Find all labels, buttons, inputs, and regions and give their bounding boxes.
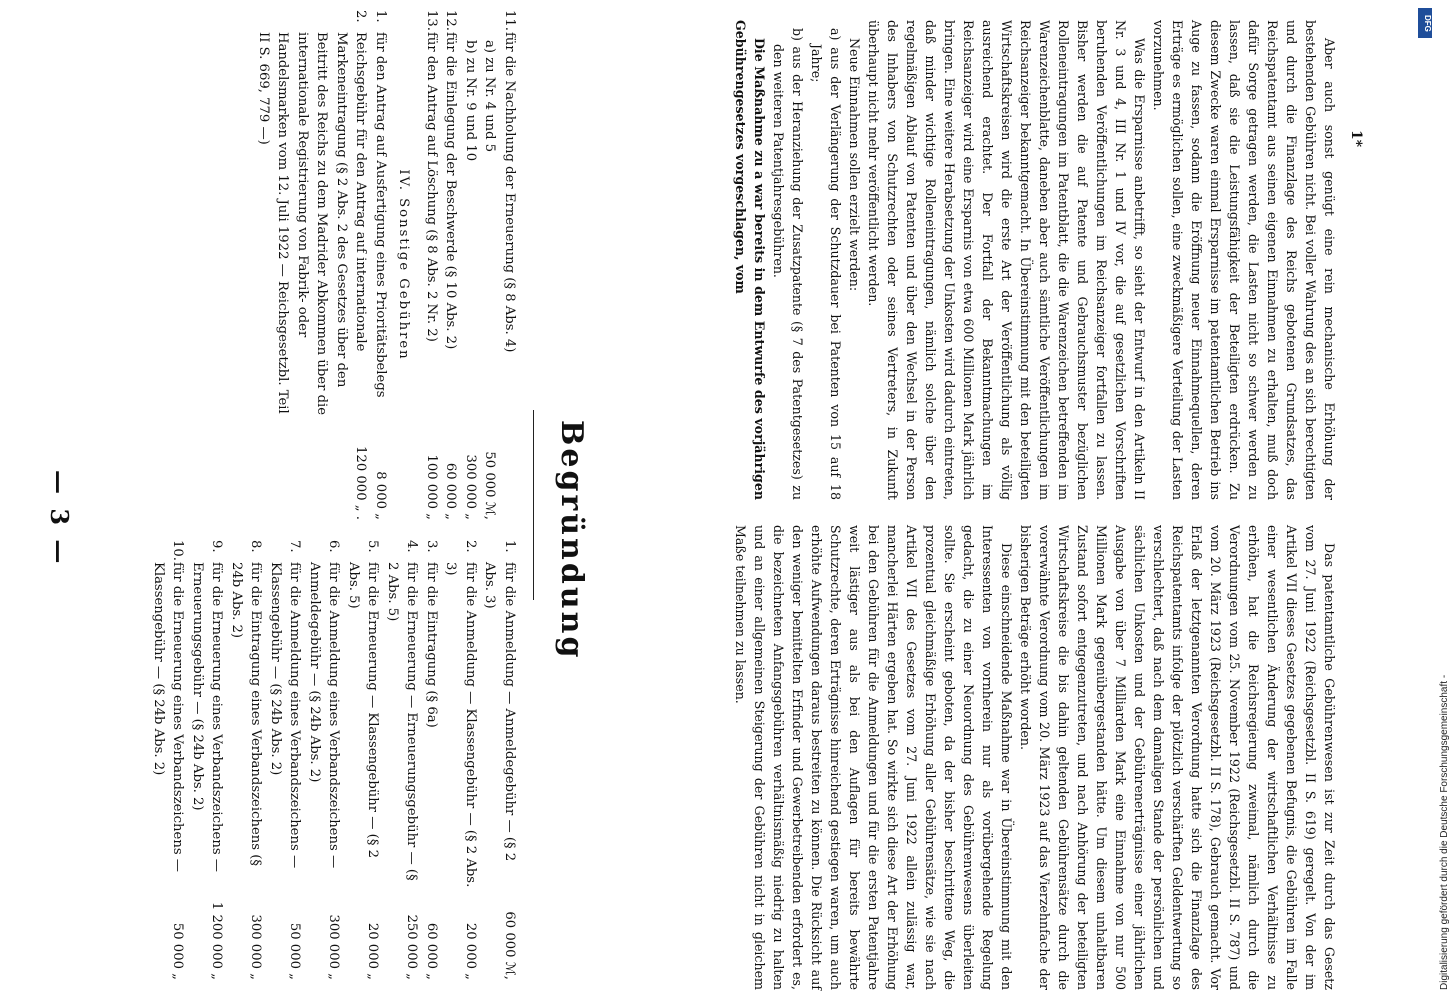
list-item: a) aus der Verlängerung der Schutzdauer bei Patenten von 15 auf 18 Jahre;	[809, 28, 843, 500]
fee-item-amount: 300 000 „	[463, 454, 478, 520]
fee-item-amount: 120 000 „ .	[353, 446, 369, 520]
fee-item-number: 9.	[209, 540, 225, 553]
fee-item-text: für den Antrag auf Löschung (§ 8 Abs. 2 Nr. 2)	[424, 32, 439, 342]
fee-item-text: a) zu Nr. 4 und 5	[482, 40, 498, 153]
fee-item	[480, 540, 519, 980]
fee-item-number: 8.	[248, 540, 264, 553]
fee-item-text: für die Anmeldung eines Verbandszeichens — Klassengebühr — (§ 24b Abs. 2)	[268, 562, 303, 869]
fee-item-amount: 60 000 „	[443, 462, 459, 520]
fee-item-amount: 50 000 „	[170, 922, 186, 980]
fee-item-amount: 60 000 „	[424, 922, 439, 980]
fee-item	[305, 540, 344, 980]
fee-item	[422, 540, 442, 980]
fee-item-text: für die Anmeldung — Klassengebühr — (§ 2 Abs. 3)	[443, 562, 478, 888]
paragraph: Diese einschneidende Maßnahme war in Übereinstimmung mit den Interessenten von vornherein nur als vorübergehende Regelung gedacht, die zu einer Neuordnung des Gebührenwesens überleiten sollte. Sie erscheint geboten, da der bisher beschrittene Weg, die prozentual gleichmäßige Erhöhung aller Gebührensätze, wie sie nach Artikel VII des Gesetzes vom 27. Juni 1922 allein zulässig war, mancherlei Härten ergeben hat. So wirkte sich diese Art der Erhöhung bei den Gebühren für die Anmeldungen und für die ersten Patentjahre weit lästiger aus als bei den Auflagen für bereits bewährte Schutzrechte, deren Erträgnisse hinreichend gestiegen waren, um auch erhöhte Aufwendungen daraus bestreiten zu können. Die Rücksicht auf den weniger bemittelten Erfinder und Gewerbetreibenden erfordert es, die bezeichneten Anfangsgebühren verhältnismäßig niedrig zu halten und an einer allgemeinen Steigerung der Gebühren nicht in gleichem Maße teilnehmen zu lassen.	[733, 525, 1014, 990]
fee-item-amount: 100 000 „	[424, 454, 439, 520]
fee-item-number: 3.	[424, 540, 439, 553]
fee-item-number: 11.	[502, 10, 517, 31]
paragraph: Aber auch sonst genügt eine rein mechanische Erhöhung der bestehenden Gebühren nicht. Bei voller Wahrung des an sich berechtigten und durch die Finanzlage des Reichs gebotenen Grundsatzes, das Reichspatentamt aus seinen eigenen Einnahmen zu erhalten, muß doch dafür Sorge getragen werden, die Lasten nicht so schwer werden zu lassen, daß sie die Leistungsfähigkeit der Beteiligten erdrücken. Zu diesem Zwecke waren einmal Ersparnisse im patentamtlichen Betrieb ins Auge zu fassen, sodann die Eröffnung neuer Einnahmequellen, deren Erträge es ermöglichen sollen, eine zweckmäßigere Verteilung der Lasten vorzunehmen.	[1151, 20, 1337, 500]
fee-item-text: für die Einlegung der Beschwerde (§ 10 Abs. 2)	[443, 32, 459, 350]
page-number: — 3 —	[45, 470, 74, 567]
fee-item-amount: 20 000 „	[365, 922, 381, 980]
fee-item	[149, 540, 188, 980]
fee-item-number: 7.	[287, 540, 303, 553]
fee-item	[344, 540, 383, 980]
fee-item	[422, 10, 442, 520]
fee-item	[227, 540, 266, 980]
fee-item-text: für die Nachholung der Erneuerung (§ 8 Abs. 4)	[502, 32, 517, 353]
fee-item-amount: 50 000 „	[287, 922, 303, 980]
footer-mark: 1*	[1348, 130, 1364, 148]
fee-item-number: 10.	[170, 540, 186, 561]
fee-item-number: 13.	[424, 10, 439, 31]
closing-paragraph: Die Maßnahme zu a war bereits in dem Entwurfe des vorjährigen Gebührengesetzes vorgeschlagen, vom	[733, 20, 767, 500]
fee-item-amount: 1 200 000 „	[209, 901, 225, 980]
fee-list-left	[149, 540, 520, 980]
fee-item-amount: 300 000 „	[326, 914, 342, 980]
fee-item-text: Reichsgebühr für den Antrag auf internationale Markeneintragung (§ 2 Abs. 2 des Gesetzes über den Beitritt des Reichs zu dem Madrider Abkommen über die internationale Registrierung von Fabrik- oder Handelsmarken vom 12. Juli 1922 — Reichsgesetzbl. Teil II S. 669, 779 —)	[256, 32, 369, 416]
paragraph: Neue Einnahmen sollen erzielt werden:	[847, 38, 862, 292]
fee-item-text: für die Erneuerung — Erneuerungsgebühr — (§ 2 Abs. 5)	[385, 562, 420, 881]
fee-item	[188, 540, 227, 980]
fee-item	[254, 10, 371, 520]
fee-item-number: 1.	[502, 540, 517, 553]
fee-item-amount: 20 000 „	[463, 922, 478, 980]
fee-item-text: für die Eintragung eines Verbandszeichens (§ 24b Abs. 2)	[229, 562, 264, 866]
fee-item-amount: 60 000 ℳ,	[502, 911, 517, 980]
fee-item-amount: 50 000 ℳ,	[482, 451, 498, 520]
fee-list-right	[254, 10, 520, 520]
fee-item-text: für die Erneuerung — Klassengebühr — (§ 2 Abs. 5)	[346, 562, 381, 858]
fee-item-text: für den Antrag auf Ausfertigung eines Prioritätsbelegs	[373, 32, 388, 398]
fee-item-text: für die Anmeldung — Anmeldegebühr — (§ 2 Abs. 3)	[482, 562, 517, 862]
fee-item-number: 2.	[463, 540, 478, 553]
digitization-caption-text: Digitalisierung gefördert durch die Deutsche Forschungsgemeinschaft -	[1439, 674, 1450, 990]
fee-item	[371, 10, 391, 520]
fee-item-number: 12.	[443, 10, 459, 31]
fee-item-text: für die Erneuerung eines Verbandszeichens — Klassengebühr — (§ 24b Abs. 2)	[151, 562, 186, 872]
fee-item-amount: 250 000 „	[404, 914, 420, 980]
fee-item-text: für die Anmeldung eines Verbandszeichens — Anmeldegebühr — (§ 24b Abs. 2)	[307, 562, 342, 869]
fee-item	[266, 540, 305, 980]
begruendung-heading: Begründung	[554, 420, 589, 661]
digitization-caption	[1412, 10, 1450, 1000]
fee-item-amount: 300 000 „	[248, 914, 264, 980]
fee-item-text: b) zu Nr. 9 und 10	[463, 40, 478, 162]
section-iv-title: IV. Sonstige Gebühren	[396, 169, 412, 361]
fee-item	[441, 540, 480, 980]
fee-item-number: 4.	[404, 540, 420, 553]
dfg-logo: DFG	[1418, 8, 1432, 38]
fee-item-number: 2.	[353, 10, 369, 23]
list-item: b) aus der Heranziehung der Zusatzpatente (§ 7 des Patentgesetzes) zu den weiteren Patentjahresgebühren.	[771, 28, 805, 500]
fee-item-number: 6.	[326, 540, 342, 553]
fee-item	[461, 10, 481, 520]
begruendung-left-column	[594, 525, 1339, 990]
fee-item	[480, 10, 500, 520]
paragraph: Das patentamtliche Gebührenwesen ist zur Zeit durch das Gesetz vom 27. Juni 1922 (Reichsgesetzbl. II S. 619) geregelt. Von der im Artikel VII dieses Gesetzes gegebenen Befugnis, die Gebühren im Falle einer wesentlichen Änderung der wirtschaftlichen Verhältnisse zu erhöhen, hat die Reichsregierung zweimal, nämlich durch die Verordnungen vom 25. November 1922 (Reichsgesetzbl. II S. 787) und vom 20. März 1923 (Reichsgesetzbl. II S. 178), Gebrauch gemacht. Vor Erlaß der letztgenannten Verordnung hatte sich die Finanzlage des Reichspatentamts infolge der plötzlich verschärften Geldentwertung so verschlechtert, daß nach dem damaligen Stande der persönlichen und sächlichen Unkosten und der Gebührenerträgnisse einer jährlichen Ausgabe von über 7 Milliarden Mark eine Einnahme von nur 500 Millionen Mark gegenübergestanden hätte. Um diesem unhaltbaren Zustand sofort entgegenzutreten, und nach Anhörung der beteiligten Wirtschaftskreise die bis dahin geltenden Gebührensätze durch die vorerwähnte Verordnung vom 20. März 1923 auf das Vierzehnfache der bisherigen Beträge erhöht worden.	[1018, 525, 1337, 990]
fee-item	[441, 10, 461, 520]
fee-item-number: 1.	[373, 10, 388, 23]
fee-item	[383, 540, 422, 980]
paragraph: Was die Ersparnisse anbetrifft, so sieht der Entwurf in den Artikeln II Nr. 3 und 4, III Nr. 1 und IV vor, die auf gesetzlichen Vorschriften beruhenden Veröffentlichungen im Reichsanzeiger fortfallen zu lassen. Bisher werden die auf Patente und Gebrauchsmuster bezüglichen Rolleneintragungen im Patentblatt, die die Warenzeichen betreffenden im Warenzeichenblatte, daneben aber auch sämtliche Veröffentlichungen im Reichsanzeiger bekanntgemacht. In Übereinstimmung mit den beteiligten Wirtschaftskreisen wird die erste Art der Veröffentlichung als völlig ausreichend erachtet. Der Fortfall der Bekanntmachungen im Reichsanzeiger wird eine Ersparnis von etwa 600 Millionen Mark jährlich bringen. Eine weitere Herabsetzung der Unkosten wird dadurch eintreten, daß minder wichtige Rolleneintragungen, nämlich solche über den regelmäßigen Ablauf von Patenten und über den Wechsel in der Person des Inhabers von Schutzrechten oder seines Vertreters, in Zukunft überhaupt nicht mehr veröffentlicht werden.	[866, 20, 1147, 500]
section-divider	[533, 410, 534, 600]
begruendung-right-column	[594, 20, 1339, 500]
fee-item-text: für die Erneuerung eines Verbandszeichens — Erneuerungsgebühr — (§ 24b Abs. 2)	[190, 562, 225, 872]
fee-item-number: 5.	[365, 540, 381, 553]
fee-item-text: für die Eintragung (§ 6a)	[424, 562, 439, 728]
fee-item	[500, 10, 520, 520]
fee-item-amount: 8 000 „	[373, 471, 388, 520]
